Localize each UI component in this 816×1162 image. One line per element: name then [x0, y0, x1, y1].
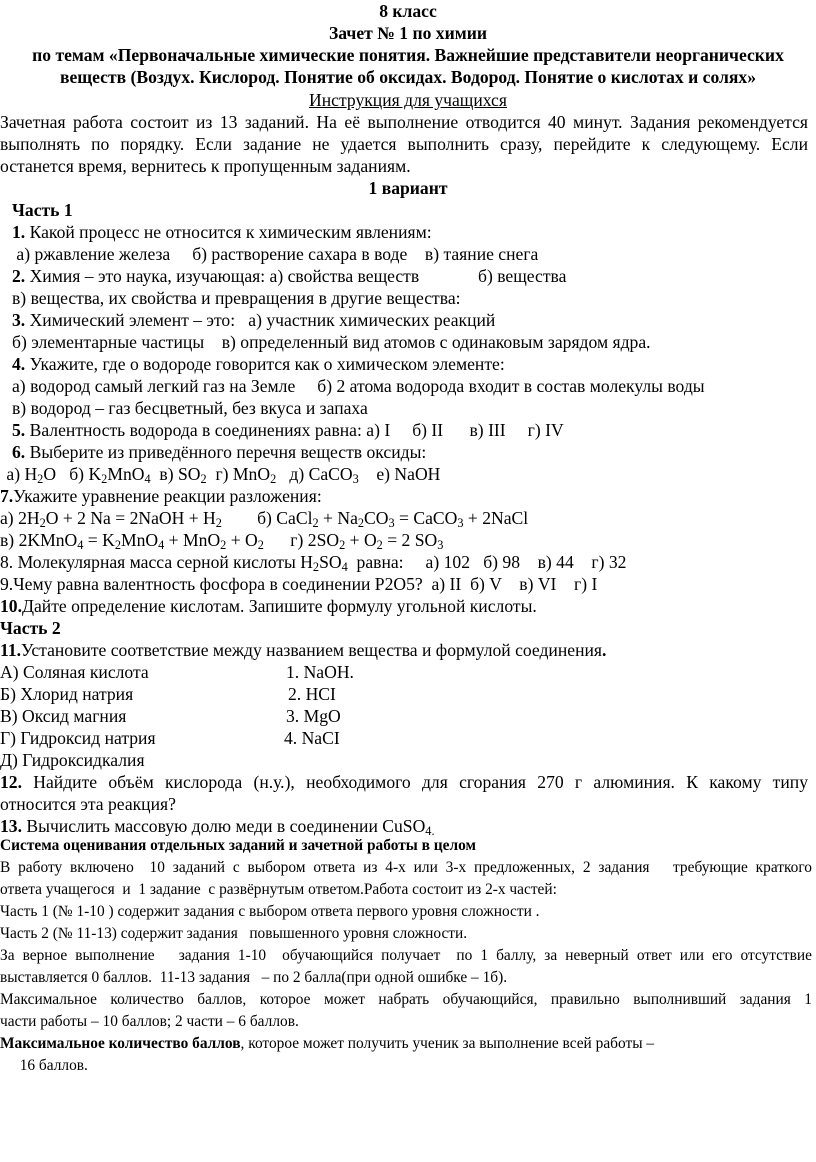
subscript: 3 [352, 472, 359, 486]
question-text: Дайте определение кислотам. Запишите формулу угольной кислоты. [22, 596, 537, 616]
subscript: 3 [437, 538, 444, 552]
question-10 [0, 595, 537, 617]
grading-line-1: В работу включено 10 заданий с выбором ответа из 4-х или 3-х предложенных, 2 задания требующие краткого [0, 859, 812, 876]
subscript: 2 [257, 538, 264, 552]
subscript: 2 [376, 538, 383, 552]
match-left-d: Г) Гидроксид натрия [0, 728, 156, 748]
grading-line-2: ответа учащегося и 1 задание с развёрнутым ответом.Работа состоит из 2-х частей: [0, 881, 557, 898]
question-5 [12, 419, 564, 441]
equation-text: = 2 SO [382, 530, 438, 550]
subscript: 4 [144, 472, 151, 486]
equation-text: MnO [120, 530, 159, 550]
question-2-line-2: в) вещества, их свойства и превращения в другие вещества: [12, 288, 461, 308]
equation-text: + Na [318, 508, 358, 528]
question-number: 3. [12, 310, 26, 330]
grading-line-8: части работы – 10 баллов; 2 части – 6 баллов. [0, 1013, 299, 1030]
part1-title: Часть 1 [12, 200, 73, 220]
option-text: MnO [107, 464, 145, 484]
question-text: Химический элемент – это: а) участник химических реакций [25, 310, 496, 330]
question-7-options-ab [0, 507, 528, 529]
equation-text: г) 2SO [263, 530, 340, 550]
subscript: 2 [101, 472, 108, 486]
grading-line-6: выставляется 0 баллов. 11-13 задания – по 2 балла(при одной ошибке – 1б). [0, 969, 508, 986]
question-text: Какой процесс не относится к химическим явлениям: [25, 222, 432, 242]
subscript: 4 [341, 560, 348, 574]
topics-line-1: по темам «Первоначальные химические понятия. Важнейшие представители неорганических [32, 45, 784, 65]
question-number: 1. [12, 222, 26, 242]
question-2 [12, 265, 419, 287]
question-text: Выберите из приведённого перечня веществ оксиды: [25, 442, 427, 462]
question-text: SO [319, 552, 342, 572]
subscript: . [431, 824, 435, 838]
match-left-a: А) Соляная кислота [0, 662, 149, 682]
question-text: Валентность водорода в соединениях равна: а) I б) II в) III г) IV [25, 420, 564, 440]
variant-heading: 1 вариант [368, 178, 448, 198]
question-12-line-2: относится эта реакция? [0, 794, 176, 814]
max-points-text: , которое может получить ученик за выполнение всей работы – [240, 1035, 655, 1052]
equation-text: а) 2H [0, 508, 40, 528]
subscript: 2 [312, 516, 319, 530]
question-7-options-cd [0, 529, 443, 551]
question-text: Вычислить массовую долю меди в соединении CuSO [22, 816, 426, 836]
match-right-1: 1. NaOH. [286, 662, 354, 682]
option-text: д) CaCO [276, 464, 353, 484]
question-number: 11. [0, 640, 22, 660]
subscript: 3 [457, 516, 464, 530]
subscript: 2 [270, 472, 277, 486]
grading-line-5: За верное выполнение задания 1-10 обучающийся получает по 1 баллу, за неверный ответ или его отсутствие [0, 947, 812, 964]
topics-line-2: веществ (Воздух. Кислород. Понятие об оксидах. Водород. Понятие о кислотах и солях» [59, 67, 757, 87]
grade-heading: 8 класс [379, 1, 437, 21]
subscript: 3 [388, 516, 395, 530]
grading-title: Система оценивания отдельных заданий и зачетной работы в целом [0, 837, 477, 854]
question-1-options: а) ржавление железа б) растворение сахара в воде в) таяние снега [12, 244, 539, 264]
question-7 [0, 485, 322, 507]
grading-max-value: 16 баллов. [12, 1057, 88, 1074]
question-8 [0, 551, 626, 573]
equation-text: + O [226, 530, 258, 550]
match-left-c: В) Оксид магния [0, 706, 127, 726]
equation-text: + O [345, 530, 377, 550]
match-right-2: 2. HCI [288, 684, 336, 704]
question-number: 2. [12, 266, 26, 286]
equation-text: = CaCO [394, 508, 458, 528]
match-right-4: 4. NaCI [284, 728, 340, 748]
question-number: 7. [0, 486, 14, 506]
question-text: Найдите объём кислорода (н.у.), необходимого для сгорания 270 г алюминия. К какому типу [22, 772, 808, 792]
grading-line-4: Часть 2 (№ 11-13) содержит задания повышенного уровня сложности. [0, 925, 468, 942]
question-text: Укажите, где о водороде говорится как о химическом элементе: [25, 354, 505, 374]
question-text: 8. Молекулярная масса серной кислоты H [0, 552, 313, 572]
equation-text: в) 2KMnO [0, 530, 78, 550]
question-12 [0, 771, 808, 793]
instruction-line-1: Зачетная работа состоит из 13 заданий. На её выполнение отводится 40 минут. Задания рекомендуется [0, 112, 808, 132]
question-4 [12, 353, 505, 375]
question-number: 13. [0, 816, 22, 836]
question-number: 10. [0, 596, 22, 616]
subscript: 2 [39, 516, 46, 530]
subscript: 2 [339, 538, 346, 552]
test-title: Зачет № 1 по химии [329, 23, 487, 43]
question-13 [0, 815, 435, 837]
question-11 [0, 639, 606, 661]
grading-line-7: Максимальное количество баллов, которое может набрать обучающийся, правильно выполнивший задания 1 [0, 991, 812, 1008]
question-2-option-b: б) вещества [478, 266, 567, 286]
equation-text: O + 2 Na = 2NaOH + H [45, 508, 216, 528]
subscript: 2 [200, 472, 207, 486]
question-6 [12, 441, 426, 463]
subscript: 2 [215, 516, 222, 530]
subscript: 2 [220, 538, 227, 552]
option-text: O б) K [43, 464, 102, 484]
grading-line-3: Часть 1 (№ 1-10 ) содержит задания с выбором ответа первого уровня сложности . [0, 903, 540, 920]
subscript: 2 [357, 516, 365, 530]
instruction-line-2: выполнять по порядку. Если задание не удается выполнить сразу, перейдите к следующему. Если [0, 134, 808, 154]
match-left-b: Б) Хлорид натрия [0, 684, 134, 704]
option-text: в) SO [150, 464, 201, 484]
match-left-e: Д) Гидроксидкалия [0, 750, 145, 770]
option-text: е) NaOH [358, 464, 441, 484]
question-text: Укажите уравнение реакции разложения: [13, 486, 322, 506]
subscript: 4 [425, 824, 432, 838]
equation-text: + MnO [164, 530, 221, 550]
option-text: г) MnO [206, 464, 271, 484]
question-number: 12. [0, 772, 22, 792]
subscript: 2 [37, 472, 44, 486]
question-text: Установите соответствие между названием вещества и формулой соединения [21, 640, 602, 660]
question-9: 9.Чему равна валентность фосфора в соединении P2O5? а) II б) V в) VI г) I [0, 574, 598, 594]
instruction-line-3: останется время, вернитесь к пропущенным заданиям. [0, 156, 411, 176]
equation-text: CO [364, 508, 389, 528]
subscript: 2 [114, 538, 121, 552]
max-points-label: Максимальное количество баллов [0, 1035, 241, 1052]
question-1 [12, 221, 432, 243]
question-3-line-2: б) элементарные частицы в) определенный вид атомов с одинаковым зарядом ядра. [12, 332, 651, 352]
equation-text: + 2NaCl [463, 508, 529, 528]
option-text: а) H [2, 464, 38, 484]
question-text: Химия – это наука, изучающая: а) свойства веществ [25, 266, 420, 286]
question-number: 5. [12, 420, 26, 440]
question-text: равна: а) 102 б) 98 в) 44 г) 32 [347, 552, 627, 572]
question-3 [12, 309, 495, 331]
question-4-line-2: а) водород самый легкий газ на Земле б) 2 атома водорода входит в состав молекулы воды [12, 376, 705, 396]
question-number: 4. [12, 354, 26, 374]
question-4-line-3: в) водород – газ бесцветный, без вкуса и запаха [12, 398, 368, 418]
instruction-title: Инструкция для учащихся [309, 90, 507, 110]
grading-max-points [0, 1034, 654, 1053]
equation-text: = K [83, 530, 115, 550]
question-6-options [2, 463, 440, 485]
subscript: 4 [158, 538, 165, 552]
part2-title: Часть 2 [0, 618, 61, 638]
question-number: 6. [12, 442, 26, 462]
match-right-3: 3. MgO [286, 706, 341, 726]
subscript: 2 [312, 560, 320, 574]
equation-text: б) CaCl [221, 508, 313, 528]
subscript: 4 [77, 538, 84, 552]
question-end-dot: . [602, 640, 607, 660]
